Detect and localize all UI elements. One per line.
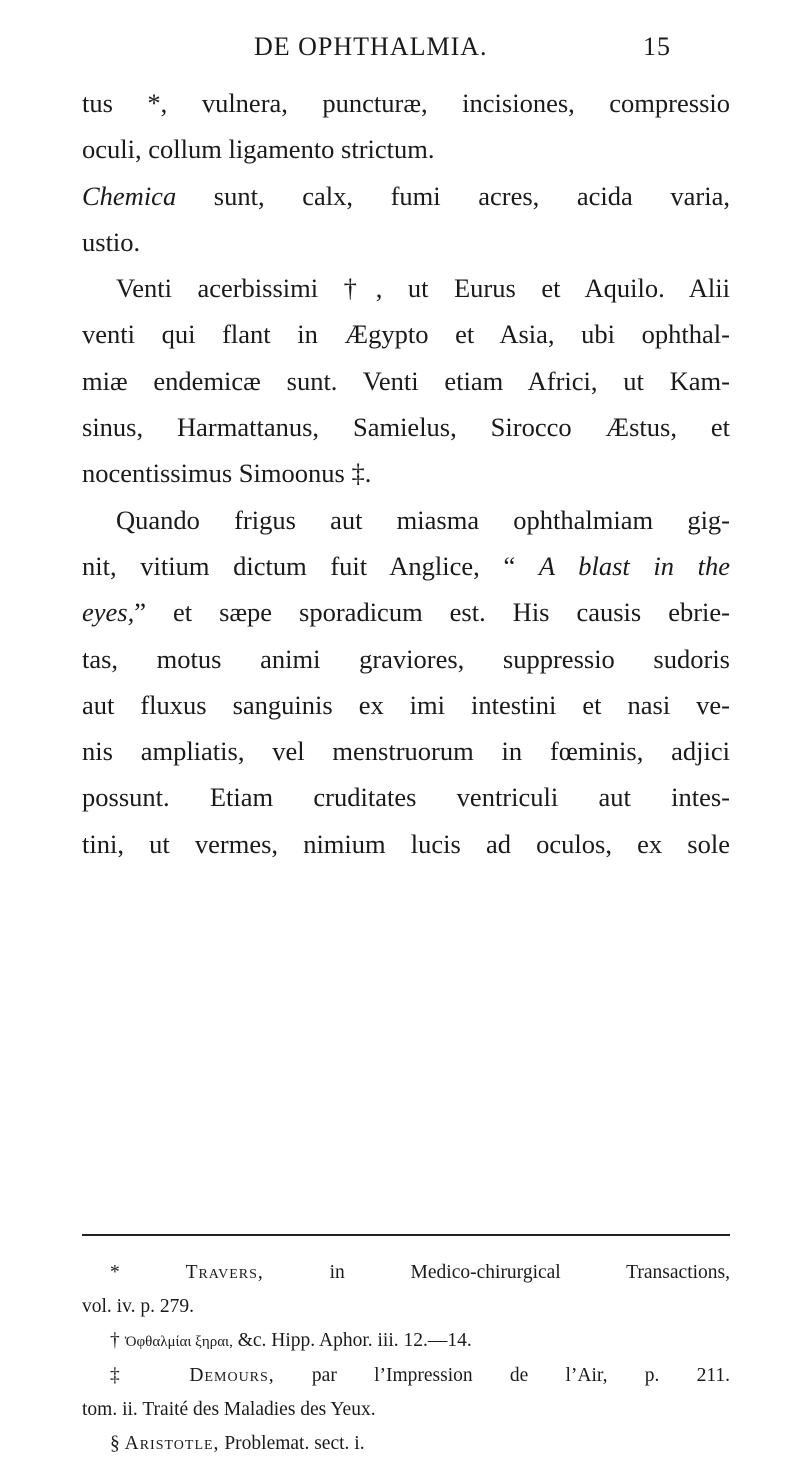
text-segment: tus *, vulnera, puncturæ, incisiones, compressio xyxy=(82,88,730,118)
footnote-author: Travers, xyxy=(185,1262,264,1283)
running-header xyxy=(254,34,671,60)
body-line xyxy=(82,450,730,496)
text-segment: aut fluxus sanguinis ex imi intestini et nasi ve- xyxy=(82,689,730,720)
text-segment: Quando frigus aut miasma ophthalmiam gig- xyxy=(116,504,730,535)
text-segment: sinus, Harmattanus, Samielus, Sirocco Æstus, et xyxy=(82,412,730,443)
footnote-4 xyxy=(82,1427,730,1461)
body-line xyxy=(82,728,730,774)
body-line xyxy=(82,126,730,172)
body-line xyxy=(82,543,730,589)
text-segment: nit, vitium dictum fuit Anglice, “ xyxy=(82,550,539,581)
footnote-greek-quote: Ὀφθαλμίαι ξηραι, xyxy=(124,1334,233,1350)
body-line xyxy=(82,173,730,219)
body-line xyxy=(82,404,730,450)
footnote-1 xyxy=(82,1256,730,1290)
text-segment: possunt. Etiam cruditates ventriculi aut intes- xyxy=(82,782,730,813)
footnote-text: par l’Impression de l’Air, p. 211. xyxy=(274,1365,731,1386)
text-segment: tas, motus animi graviores, suppressio sudoris xyxy=(82,643,730,674)
body-line xyxy=(82,219,730,265)
text-segment: oculi, collum ligamento strictum. xyxy=(82,134,435,165)
body-text xyxy=(82,80,730,867)
footnote-text: in Medico-chirurgical Transactions, xyxy=(263,1262,730,1283)
page-number: 15 xyxy=(643,32,671,61)
body-line xyxy=(82,682,730,728)
text-segment: nocentissimus Simoonus ‡. xyxy=(82,458,372,489)
body-line xyxy=(82,358,730,404)
body-line xyxy=(82,497,730,543)
body-line xyxy=(82,80,730,126)
italic-text: Chemica xyxy=(82,180,177,211)
text-segment: ustio. xyxy=(82,226,141,257)
footnote-text: &c. Hipp. Aphor. iii. 12.—14. xyxy=(232,1330,472,1351)
footnote-author: Demours, xyxy=(189,1365,275,1386)
footnote-text: Problemat. sect. i. xyxy=(219,1433,365,1454)
footnote-divider xyxy=(82,1234,730,1236)
body-line xyxy=(82,589,730,635)
footnote-2 xyxy=(82,1324,730,1359)
page-title: DE OPHTHALMIA. xyxy=(254,32,488,61)
text-segment: ” et sæpe sporadicum est. His causis ebrie- xyxy=(134,597,730,628)
body-line xyxy=(82,311,730,357)
footnote-marker: † xyxy=(110,1330,120,1351)
italic-text: eyes, xyxy=(82,597,135,628)
text-segment: tini, ut vermes, nimium lucis ad oculos, ex sole xyxy=(82,828,730,859)
text-segment: Venti acerbissimi †, ut Eurus et Aquilo. Alii xyxy=(116,273,730,304)
footnote-marker: * xyxy=(110,1262,120,1283)
body-line xyxy=(82,774,730,820)
text-segment: venti qui flant in Ægypto et Asia, ubi ophthal- xyxy=(82,319,730,350)
footnote-author: Aristotle, xyxy=(124,1433,220,1454)
body-line xyxy=(82,265,730,311)
footnote-3-continuation: tom. ii. Traité des Maladies des Yeux. xyxy=(82,1399,376,1420)
text-segment: sunt, calx, fumi acres, acida varia, xyxy=(176,180,730,211)
footnote-3 xyxy=(82,1359,730,1393)
body-line xyxy=(82,821,730,867)
footnote-marker: § xyxy=(110,1433,120,1454)
italic-text: A blast in the xyxy=(538,550,731,581)
text-segment: nis ampliatis, vel menstruorum in fœminis, adjici xyxy=(82,736,730,767)
text-segment: miæ endemicæ sunt. Venti etiam Africi, ut Kam- xyxy=(82,365,730,396)
footnote-marker: ‡ xyxy=(110,1365,153,1386)
footnote-1-continuation: vol. iv. p. 279. xyxy=(82,1296,194,1317)
body-line xyxy=(82,636,730,682)
footnotes xyxy=(82,1256,730,1461)
